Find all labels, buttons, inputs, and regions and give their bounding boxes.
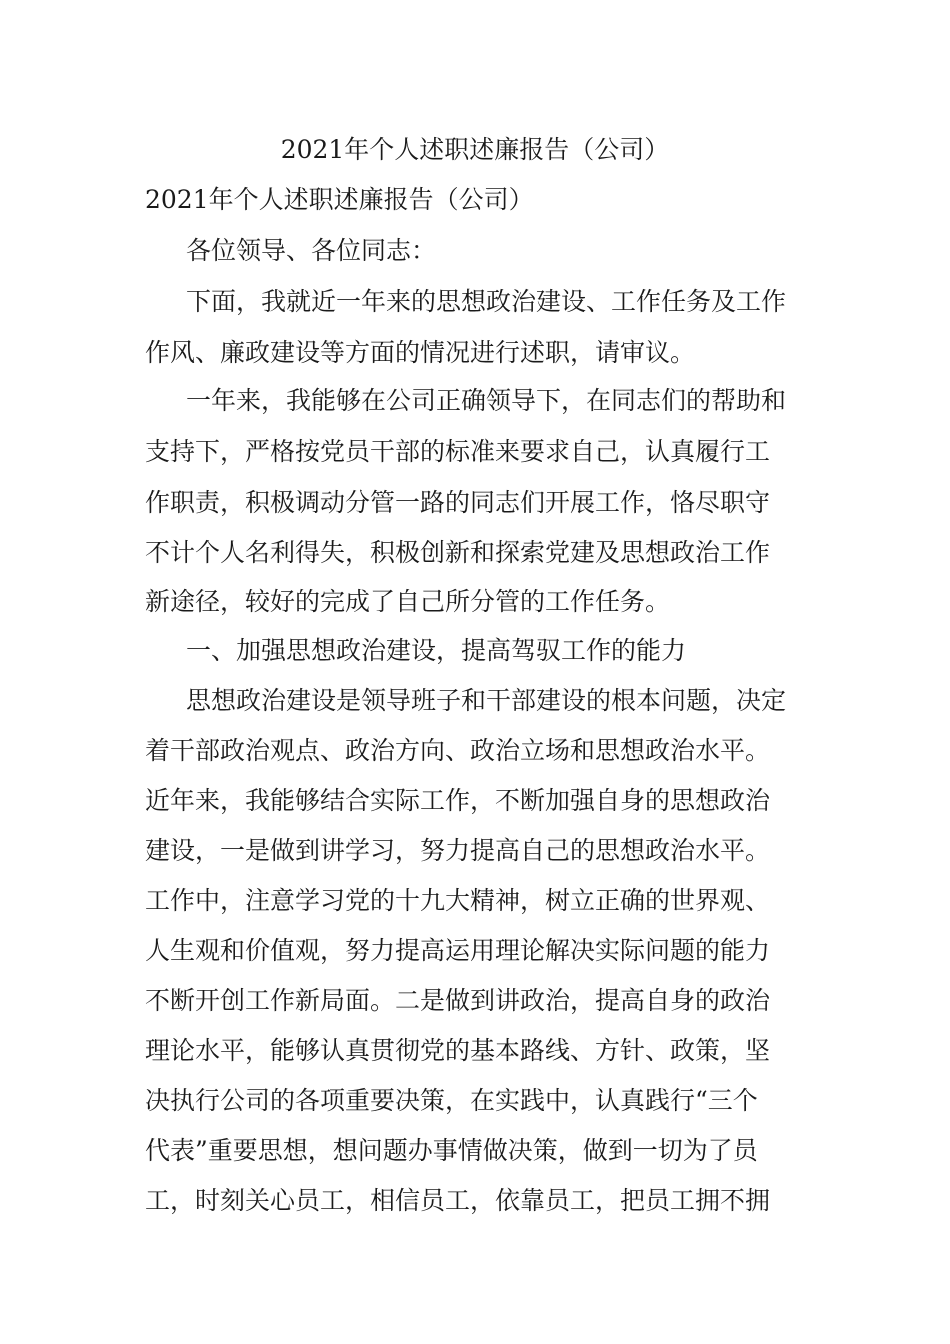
paragraph-line: 作风、廉政建设等方面的情况进行述职，请审议。: [145, 338, 696, 367]
paragraph-line: 下面，我就近一年来的思想政治建设、工作任务及工作: [186, 287, 787, 316]
paragraph-line: 工作中，注意学习党的十九大精神，树立正确的世界观、: [145, 886, 771, 915]
document-subtitle: 2021年个人述职述廉报告（公司）: [145, 185, 534, 214]
paragraph-line: 人生观和价值观，努力提高运用理论解决实际问题的能力: [145, 936, 771, 965]
paragraph-line: 建设，一是做到讲学习，努力提高自己的思想政治水平。: [145, 836, 771, 865]
paragraph-line: 着干部政治观点、政治方向、政治立场和思想政治水平。: [145, 736, 771, 765]
paragraph-line: 一年来，我能够在公司正确领导下，在同志们的帮助和: [186, 386, 787, 415]
paragraph-line: 代表”重要思想，想问题办事情做决策，做到一切为了员: [145, 1136, 758, 1165]
greeting-line: 各位领导、各位同志：: [186, 236, 437, 265]
paragraph-line: 支持下，严格按党员干部的标准来要求自己，认真履行工: [145, 437, 771, 466]
document-title: 2021年个人述职述廉报告（公司）: [280, 135, 670, 164]
paragraph-line: 新途径，较好的完成了自己所分管的工作任务。: [145, 587, 671, 616]
paragraph-line: 工，时刻关心员工，相信员工，依靠员工，把员工拥不拥: [145, 1186, 771, 1215]
section-heading: 一、加强思想政治建设，提高驾驭工作的能力: [186, 636, 687, 665]
paragraph-line: 不计个人名利得失，积极创新和探索党建及思想政治工作: [145, 538, 771, 567]
paragraph-line: 近年来，我能够结合实际工作，不断加强自身的思想政治: [145, 786, 771, 815]
paragraph-line: 思想政治建设是领导班子和干部建设的根本问题，决定: [186, 686, 787, 715]
paragraph-line: 不断开创工作新局面。二是做到讲政治，提高自身的政治: [145, 986, 771, 1015]
paragraph-line: 决执行公司的各项重要决策，在实践中，认真践行“三个: [145, 1086, 758, 1115]
paragraph-line: 理论水平，能够认真贯彻党的基本路线、方针、政策，坚: [145, 1036, 771, 1065]
paragraph-line: 作职责，积极调动分管一路的同志们开展工作，恪尽职守: [145, 488, 771, 517]
